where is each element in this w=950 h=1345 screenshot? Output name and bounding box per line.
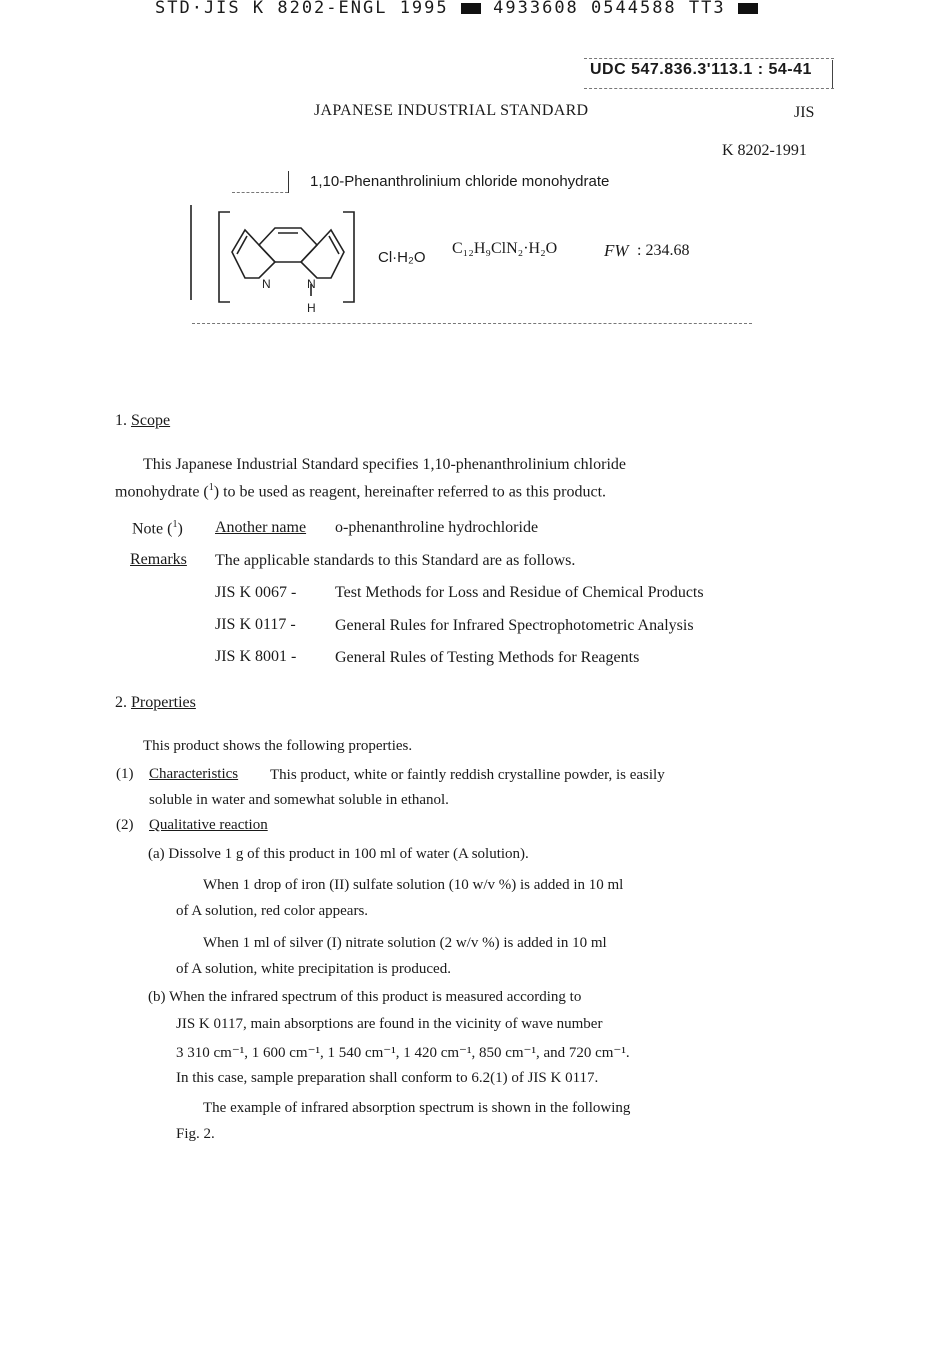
- remarks-label: Remarks: [130, 551, 187, 568]
- left-ring: [232, 230, 275, 278]
- scope-line-1: This Japanese Industrial Standard specifies 1,10-phenanthrolinium chloride: [143, 456, 626, 473]
- udc-top-rule: [584, 58, 834, 59]
- scope-line-2: [115, 482, 606, 501]
- note-label-text: Note (: [132, 520, 173, 538]
- reaction-a-p1-l2: of A solution, red color appears.: [176, 903, 369, 919]
- name-underline: [232, 192, 288, 193]
- properties-intro: This product shows the following properties.: [143, 738, 413, 754]
- item2-term: Qualitative reaction: [149, 817, 268, 833]
- standard-number: K 8202-1991: [722, 142, 807, 159]
- molecular-formula: C₁₂H₉ClN₂·H₂O: [452, 240, 558, 257]
- standard-title: JAPANESE INDUSTRIAL STANDARD: [314, 102, 589, 119]
- properties-title: Properties: [131, 694, 196, 711]
- reaction-b-p2-l2: Fig. 2.: [176, 1126, 215, 1142]
- item1-text-b: soluble in water and somewhat soluble in ethanol.: [149, 792, 449, 808]
- udc-right-edge: [832, 60, 834, 88]
- properties-number: 2.: [115, 694, 127, 711]
- reaction-a-p1-l1: When 1 drop of iron (II) sulfate solution (10 w/v %) is added in 10 ml: [203, 877, 624, 893]
- scope-number: 1.: [115, 412, 127, 429]
- atom-n2: N: [307, 277, 316, 291]
- item1-text-a: This product, white or faintly reddish crystalline powder, is easily: [270, 767, 665, 783]
- reaction-b-l2: JIS K 0117, main absorptions are found in the vicinity of wave number: [176, 1016, 603, 1032]
- atom-h: H: [307, 301, 316, 315]
- reaction-a-p2-l2: of A solution, white precipitation is produced.: [176, 961, 451, 977]
- properties-heading: [115, 694, 196, 712]
- item1-number: (1): [116, 766, 134, 782]
- standard-ref-title: General Rules of Testing Methods for Reagents: [335, 649, 640, 666]
- udc-code: UDC 547.836.3'113.1 : 54-41: [590, 61, 812, 78]
- scope-title: Scope: [131, 412, 171, 429]
- page-header: [155, 0, 758, 18]
- item2-number: (2): [116, 817, 134, 833]
- reaction-a-line: (a) Dissolve 1 g of this product in 100 ml of water (A solution).: [148, 846, 529, 862]
- fw-label: FW: [604, 241, 629, 260]
- right-double-bond: [329, 236, 339, 254]
- salt-label: Cl·H₂O: [378, 249, 426, 266]
- scope-line-2-start: monohydrate (: [115, 483, 209, 501]
- note-term: Another name: [215, 519, 307, 536]
- left-double-bond: [237, 236, 247, 254]
- atom-n1: N: [262, 277, 271, 291]
- header-right: 4933608 0544588 TT3: [493, 0, 726, 18]
- standard-ref-title: General Rules for Infrared Spectrophotometric Analysis: [335, 617, 694, 634]
- structure-divider: [192, 323, 752, 324]
- udc-bottom-rule: [584, 88, 834, 89]
- jis-label: JIS: [794, 104, 815, 121]
- scope-footnote-ref: 1: [208, 482, 214, 493]
- header-left: STD·JIS K 8202-ENGL 1995: [155, 0, 449, 18]
- note-text: o-phenanthroline hydrochloride: [335, 519, 539, 536]
- right-ring: [301, 230, 344, 278]
- standard-ref-code: JIS K 8001 -: [215, 648, 297, 665]
- compound-name: 1,10-Phenanthrolinium chloride monohydrate: [310, 173, 610, 190]
- left-bracket: [219, 212, 230, 302]
- note-label-close: ): [177, 520, 183, 538]
- reaction-b-l3: 3 310 cm⁻¹, 1 600 cm⁻¹, 1 540 cm⁻¹, 1 420 cm⁻¹, 850 cm⁻¹, and 720 cm⁻¹.: [176, 1045, 630, 1061]
- scope-line-2-end: ) to be used as reagent, hereinafter referred to as this product.: [213, 483, 607, 501]
- redaction-block-1: [461, 3, 481, 14]
- remarks-text: The applicable standards to this Standard are as follows.: [215, 552, 576, 569]
- reaction-b-l1: (b) When the infrared spectrum of this product is measured according to: [148, 989, 582, 1005]
- standard-ref-code: JIS K 0117 -: [215, 616, 296, 633]
- redaction-block-2: [738, 3, 758, 14]
- structure-diagram: [185, 200, 375, 320]
- fw-value: : 234.68: [637, 242, 690, 259]
- note-label: [132, 519, 183, 538]
- note-sup: 1: [172, 519, 178, 530]
- right-bracket: [343, 212, 354, 302]
- standard-ref-code: JIS K 0067 -: [215, 584, 297, 601]
- reaction-a-p2-l1: When 1 ml of silver (I) nitrate solution (2 w/v %) is added in 10 ml: [203, 935, 607, 951]
- name-marker: [288, 171, 290, 193]
- standard-ref-title: Test Methods for Loss and Residue of Chemical Products: [335, 584, 704, 601]
- item1-term: Characteristics: [149, 766, 239, 782]
- reaction-b-l4: In this case, sample preparation shall conform to 6.2(1) of JIS K 0117.: [176, 1070, 599, 1086]
- scope-heading: [115, 412, 170, 430]
- reaction-b-p2-l1: The example of infrared absorption spectrum is shown in the following: [203, 1100, 631, 1116]
